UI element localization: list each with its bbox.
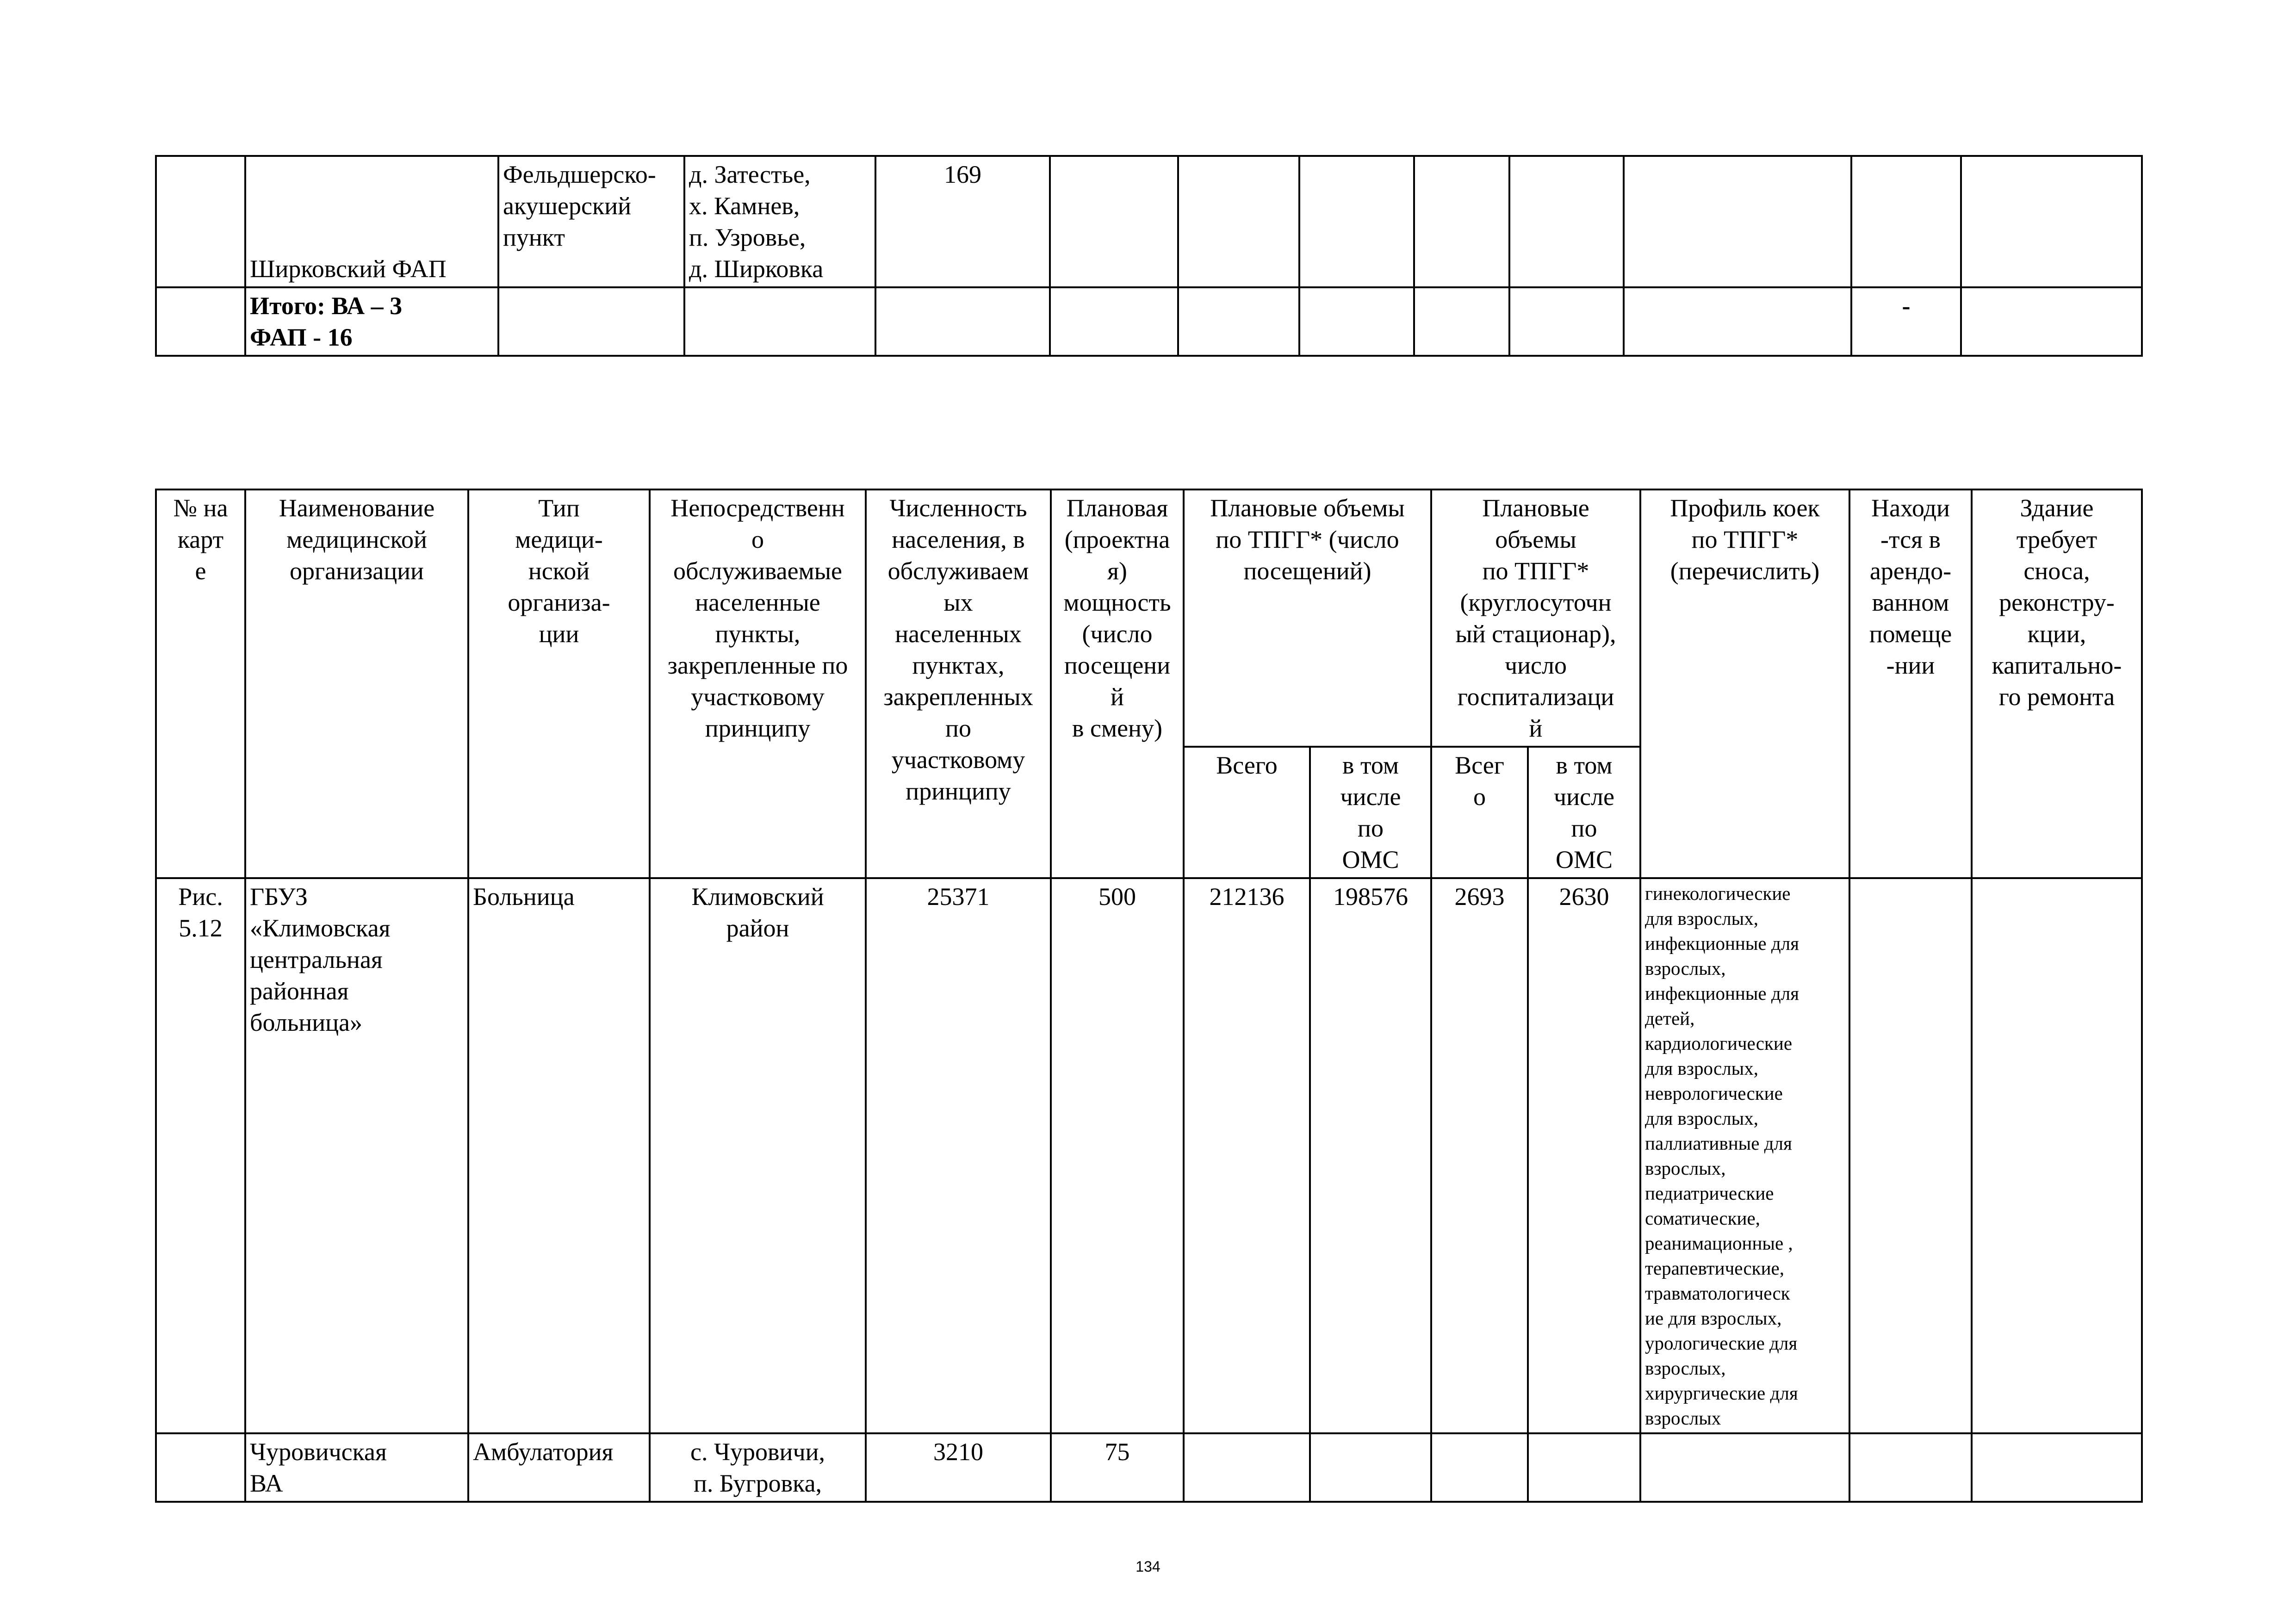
cell-settlements: Климовский район [650, 878, 866, 1433]
cell-org-name: Чуровичская ВА [245, 1433, 468, 1502]
cell-org-type: Фельдшерско- акушерский пункт [498, 156, 684, 287]
cell-org-name: Ширковский ФАП [245, 156, 498, 287]
header-visits-oms: в том числе по ОМС [1310, 747, 1431, 878]
page-number: 134 [1136, 1558, 1160, 1575]
table-row [156, 878, 2142, 1433]
cell-hosp-total [1414, 287, 1509, 356]
cell-visits-total [1184, 1433, 1310, 1502]
header-row [156, 489, 2142, 747]
header-building: Здание требует сноса, реконстру- кции, капитально- го ремонта [1972, 489, 2142, 878]
cell-visits-oms: 198576 [1310, 878, 1431, 1433]
cell-beds [1624, 287, 1851, 356]
total-label: Итого: ВА – 3 ФАП - 16 [245, 287, 498, 356]
header-capacity: Плановая (проектна я) мощность (число посещени й в смену) [1051, 489, 1184, 878]
cell-beds: гинекологические для взрослых, инфекционные для взрослых, инфекционные для детей, кардиологические для взрослых, неврологические для взрослых, паллиативные для взрослых, педиатрические соматические, реанимационные , терапевтические, травматологическ ие для взрослых, урологические для взрослых, хирургические для взрослых [1640, 878, 1849, 1433]
cell-map-no [156, 287, 245, 356]
cell-hosp-total [1431, 1433, 1528, 1502]
cell-population: 25371 [866, 878, 1051, 1433]
cell-hosp-total: 2693 [1431, 878, 1528, 1433]
cell-map-no: Рис. 5.12 [156, 878, 245, 1433]
cell-building [1972, 1433, 2142, 1502]
cell-beds [1640, 1433, 1849, 1502]
header-org-name: Наименование медицинской организации [245, 489, 468, 878]
cell-settlements: с. Чуровичи, п. Бугровка, [650, 1433, 866, 1502]
cell-capacity [1050, 287, 1178, 356]
header-hosp-oms: в том числе по ОМС [1528, 747, 1640, 878]
cell-visits-oms [1299, 156, 1414, 287]
cell-org-type [498, 287, 684, 356]
header-beds: Профиль коек по ТПГГ* (перечислить) [1640, 489, 1849, 878]
cell-settlements [684, 287, 875, 356]
cell-population: 3210 [866, 1433, 1051, 1502]
cell-capacity: 500 [1051, 878, 1184, 1433]
cell-org-type: Больница [468, 878, 650, 1433]
cell-rented: - [1851, 287, 1961, 356]
cell-rented [1851, 156, 1961, 287]
cell-visits-total [1178, 156, 1299, 287]
cell-building [1961, 287, 2142, 356]
cell-hosp-oms: 2630 [1528, 878, 1640, 1433]
cell-hosp-oms [1509, 287, 1624, 356]
cell-capacity: 75 [1051, 1433, 1184, 1502]
cell-visits-oms [1310, 1433, 1431, 1502]
cell-org-type: Амбулатория [468, 1433, 650, 1502]
header-hospital: Плановые объемы по ТПГГ* (круглосуточн ый стационар), число госпитализаци й [1431, 489, 1640, 747]
table-row [156, 1433, 2142, 1502]
cell-visits-oms [1299, 287, 1414, 356]
cell-visits-total: 212136 [1184, 878, 1310, 1433]
header-org-type: Тип медици- нской организа- ции [468, 489, 650, 878]
cell-hosp-oms [1528, 1433, 1640, 1502]
cell-hosp-oms [1509, 156, 1624, 287]
cell-population: 169 [875, 156, 1050, 287]
cell-building [1972, 878, 2142, 1433]
table-row-total [156, 287, 2142, 356]
header-population: Численность населения, в обслуживаем ых населенных пунктах, закрепленных по участковому принципу [866, 489, 1051, 878]
header-settlements: Непосредственн о обслуживаемые населенные пункты, закрепленные по участковому принципу [650, 489, 866, 878]
cell-map-no [156, 156, 245, 287]
header-rented: Находи -тся в арендо- ванном помеще -нии [1849, 489, 1972, 878]
cell-capacity [1050, 156, 1178, 287]
continuation-table [155, 155, 2143, 357]
medical-organizations-table [155, 489, 2143, 1503]
cell-building [1961, 156, 2142, 287]
header-map-no: № на карт е [156, 489, 245, 878]
cell-org-name: ГБУЗ «Климовская центральная районная больница» [245, 878, 468, 1433]
cell-hosp-total [1414, 156, 1509, 287]
cell-rented [1849, 878, 1972, 1433]
cell-population [875, 287, 1050, 356]
cell-rented [1849, 1433, 1972, 1502]
cell-settlements: д. Затестье, х. Камнев, п. Узровье, д. Ширковка [684, 156, 875, 287]
header-hosp-total: Всег о [1431, 747, 1528, 878]
header-visits-total: Всего [1184, 747, 1310, 878]
cell-map-no [156, 1433, 245, 1502]
header-visits: Плановые объемы по ТПГГ* (число посещений) [1184, 489, 1431, 747]
cell-visits-total [1178, 287, 1299, 356]
table-row [156, 156, 2142, 287]
cell-beds [1624, 156, 1851, 287]
